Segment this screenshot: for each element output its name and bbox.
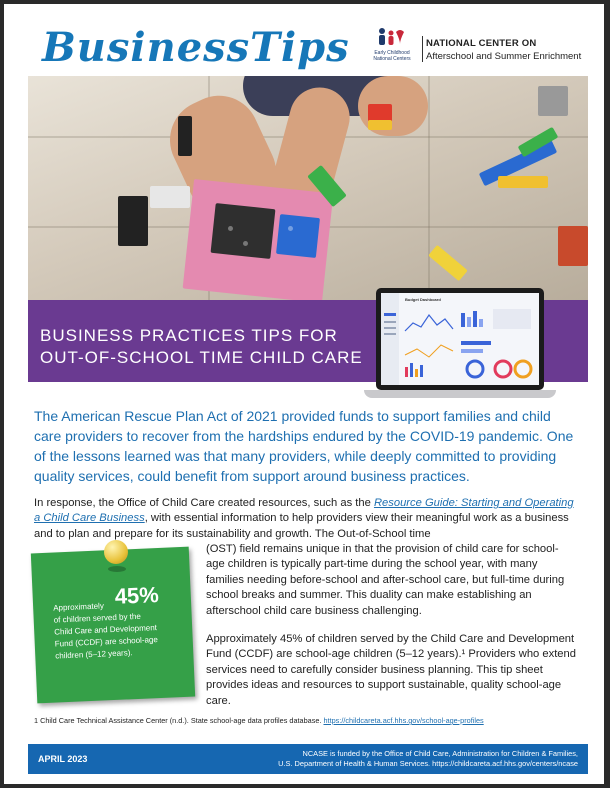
hero-photo-children-building-blocks <box>28 76 588 300</box>
body-paragraph-2 <box>206 632 576 709</box>
callout-line4: Fund (CCDF) are school-age <box>54 635 159 649</box>
footnote-text: 1 Child Care Technical Assistance Center (n.d.). State school-age data profiles database. <box>34 716 324 725</box>
pushpin-shadow <box>108 566 126 572</box>
laptop-base <box>364 390 556 398</box>
callout-prefix: Approximately <box>53 601 105 613</box>
para2-text: Approximately 45% of children served by the Child Care and Development Fund (CCDF) are school-age children (5–12 years).¹ Providers who extend services need to carefully consider business planning. This tip sheet provides ideas and resources to support sustainable, quality school-age care. <box>206 633 576 707</box>
business-tips-title: BusinessTips <box>42 24 350 71</box>
footer-bar <box>28 744 588 774</box>
para1-cont-text: (OST) field remains unique in that the provision of child care for school-age children is typically part-time during the school year, with many families needing before-school and after-school care, but full-time during school breaks and summer. This duality can make establishing an afterschool child care business challenging. <box>206 543 565 617</box>
header <box>4 4 604 76</box>
callout-line3: Child Care and Development <box>54 623 158 637</box>
logo-divider <box>422 36 423 62</box>
resource-guide-link[interactable]: Resource Guide: Starting and Operating a Child Care Business <box>34 497 574 525</box>
para1-before-link: In response, the Office of Child Care created resources, such as the <box>34 497 374 509</box>
body-paragraph-1-continued <box>206 542 576 619</box>
laptop-dashboard-illustration <box>376 288 544 390</box>
footer-line1: NCASE is funded by the Office of Child Care, Administration for Children & Families, <box>302 749 578 758</box>
footer-funding-info <box>278 749 578 769</box>
footnote-link[interactable]: https://childcareta.acf.hhs.gov/school-age-profiles <box>323 716 484 725</box>
para1-after-link: , with essential information to help providers view their meaningful work as a business and to plan and prepare for its sustainability and growth. The Out-of-School time <box>34 512 569 540</box>
intro-text: The American Rescue Plan Act of 2021 provided funds to support families and child care providers to recover from the hardships endured by the COVID-19 pandemic. One of the lessons learned was that many providers, while deeply committed to providing quality services, could benefit from support around business practices. <box>34 408 574 484</box>
footer-date: APRIL 2023 <box>38 754 88 764</box>
dashboard-title: Budget Dashboard <box>405 297 441 302</box>
pushpin-icon <box>104 540 128 564</box>
banner-title-line2: OUT-OF-SCHOOL TIME CHILD CARE <box>40 348 363 367</box>
banner-title-line1: BUSINESS PRACTICES TIPS FOR <box>40 326 338 345</box>
family-logo-icon <box>376 26 406 48</box>
ncase-name-line1: NATIONAL CENTER ON <box>426 38 537 49</box>
ncase-name-line2: Afterschool and Summer Enrichment <box>426 51 582 62</box>
callout-percent: 45% <box>114 581 160 609</box>
early-childhood-logo <box>366 26 418 66</box>
intro-paragraph <box>34 406 574 486</box>
document-page <box>4 4 604 784</box>
callout-line2: of children served by the <box>53 611 142 625</box>
logo-text-line1: Early Childhood <box>374 50 410 56</box>
footer-line2: U.S. Department of Health & Human Services. https://childcareta.acf.hhs.gov/centers/ncase <box>278 759 578 768</box>
callout-line5: children (5–12 years). <box>55 648 133 661</box>
footnote <box>34 716 594 725</box>
body-paragraph-1 <box>34 496 574 542</box>
logo-text-line2: National Centers <box>373 56 411 62</box>
